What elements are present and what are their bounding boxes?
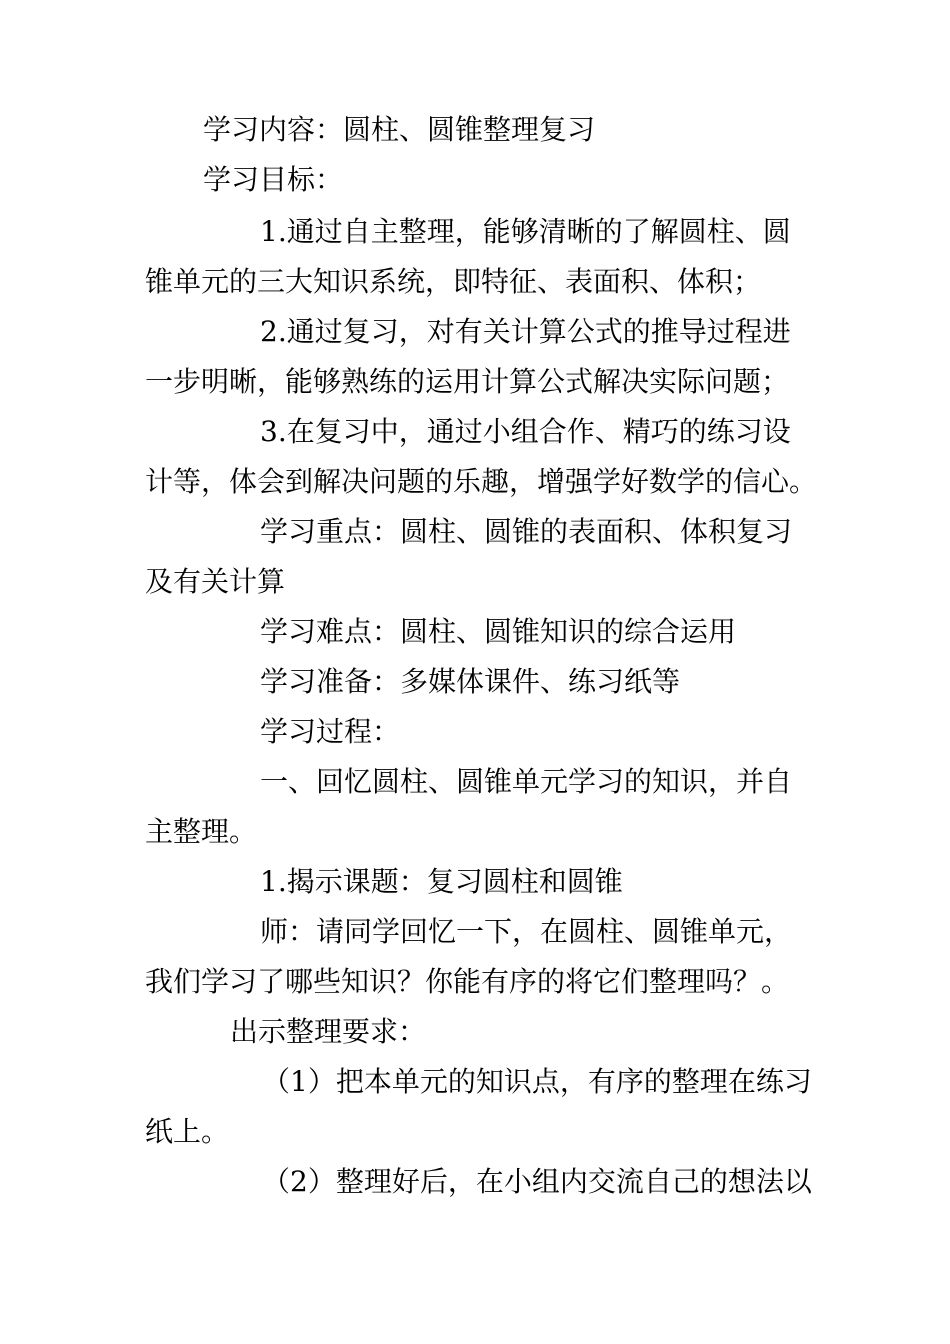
- preparation-line: 学习准备：多媒体课件、练习纸等: [260, 665, 681, 698]
- requirement-1-line-1: （1）把本单元的知识点，有序的整理在练习: [262, 1065, 812, 1098]
- objective-1-line-2: 锥单元的三大知识系统，即特征、表面积、体积；: [145, 265, 762, 298]
- teacher-line-2: 我们学习了哪些知识？你能有序的将它们整理吗？。: [145, 965, 790, 998]
- objective-3-line-1: 3.在复习中，通过小组合作、精巧的练习设: [260, 415, 791, 448]
- objective-3-line-2: 计等，体会到解决问题的乐趣，增强学好数学的信心。: [145, 465, 818, 498]
- objective-1-line-1: 1.通过自主整理，能够清晰的了解圆柱、圆: [260, 215, 791, 248]
- objectives-heading: 学习目标：: [203, 163, 344, 196]
- requirements-heading: 出示整理要求：: [230, 1015, 427, 1048]
- key-points-line-2: 及有关计算: [145, 565, 286, 598]
- process-heading: 学习过程：: [260, 715, 401, 748]
- section-one-line-1: 一、回忆圆柱、圆锥单元学习的知识，并自: [260, 765, 793, 798]
- step-1-line: 1.揭示课题：复习圆柱和圆锥: [260, 865, 623, 898]
- difficulties-line: 学习难点：圆柱、圆锥知识的综合运用: [260, 615, 737, 648]
- objective-2-line-2: 一步明晰，能够熟练的运用计算公式解决实际问题；: [145, 365, 790, 398]
- section-one-line-2: 主整理。: [145, 815, 258, 848]
- key-points-line-1: 学习重点：圆柱、圆锥的表面积、体积复习: [260, 515, 793, 548]
- requirement-1-line-2: 纸上。: [145, 1115, 230, 1148]
- teacher-line-1: 师：请同学回忆一下，在圆柱、圆锥单元，: [260, 915, 793, 948]
- requirement-2-line-1: （2）整理好后，在小组内交流自己的想法以: [262, 1165, 812, 1198]
- objective-2-line-1: 2.通过复习，对有关计算公式的推导过程进: [260, 315, 791, 348]
- content-heading: 学习内容：圆柱、圆锥整理复习: [203, 113, 596, 146]
